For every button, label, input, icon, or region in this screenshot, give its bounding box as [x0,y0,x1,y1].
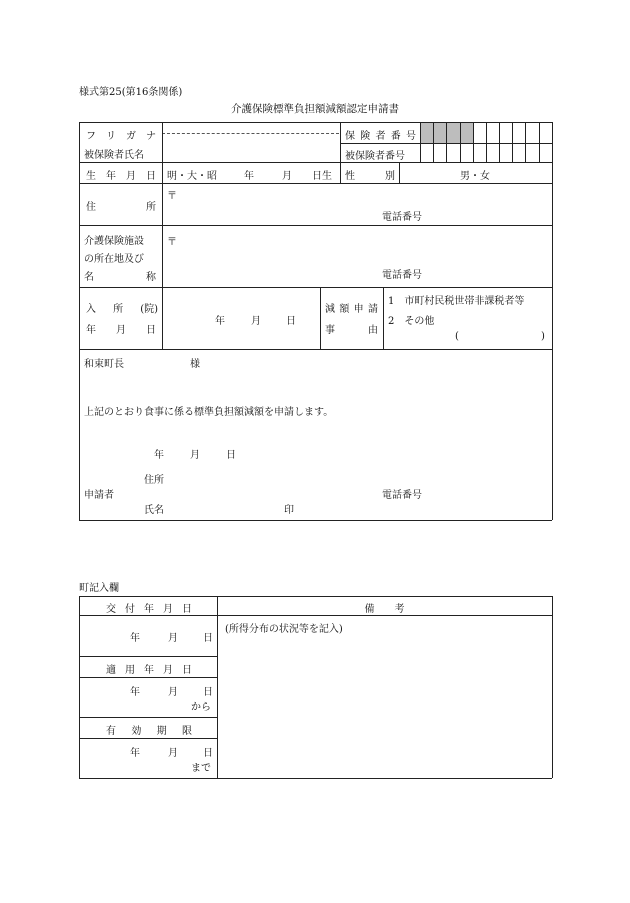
reduction-reason-label-2: 事 由 [325,325,378,336]
admission-date-field[interactable] [164,289,318,347]
furigana-label: フ リ ガ ナ [86,131,156,142]
insurer-number-label: 保 険 者 番 号 [345,131,416,142]
insured-name-field[interactable] [165,138,337,160]
applicant-name-label: 氏名 [144,505,164,516]
address-phone-label: 電話番号 [382,212,422,223]
application-statement: 上記のとおり食事に係る標準負担額減額を申請します。 [84,407,334,418]
sex-options: 男・女 [460,171,490,182]
reason-option-1[interactable]: 1 市町村民税世帯非課税者等 [388,296,525,307]
issue-date-label: 交 付 年 月 日 [106,604,192,615]
facility-phone-label: 電話番号 [382,270,422,281]
facility-postal-mark: 〒 [167,237,177,248]
facility-label-line1: 介護保険施設 [84,236,144,247]
birth-date-label: 生 年 月 日 [86,171,156,182]
applicant-phone-label: 電話番号 [382,490,422,501]
admission-date-label: 年 月 日 [86,325,156,336]
office-use-label: 町記入欄 [79,583,119,594]
applicant-address-label: 住所 [144,475,164,486]
insured-number-label: 被保険者番号 [345,151,405,162]
insured-number-boxes[interactable] [421,144,551,161]
apply-date-label: 適 用 年 月 日 [106,665,192,676]
reduction-reason-label: 減 額 申 請 [325,304,378,315]
reason-option-2[interactable]: 2 その他 [388,316,435,327]
applicant-label: 申請者 [84,490,114,501]
honorific: 様 [190,359,200,370]
sex-label: 性 別 [345,171,395,182]
address-label: 住 所 [86,202,156,213]
applicant-name-field[interactable] [175,498,275,514]
addressee: 和束町長 [84,359,124,370]
form-title: 介護保険標準負担額減額認定申請書 [231,103,399,115]
facility-label-line2: の所在地及び [84,254,144,265]
birth-era-options: 明・大・昭 [167,171,217,182]
applicant-address-field[interactable] [175,468,375,484]
remarks-note: (所得分布の状況等を記入) [225,624,343,635]
remarks-field[interactable] [219,636,550,776]
form-number: 様式第25(第16条関係) [79,87,183,98]
postal-mark: 〒 [167,191,177,202]
valid-period-label: 有 効 期 限 [106,726,192,737]
insured-name-label: 被保険者氏名 [84,150,144,161]
facility-field[interactable] [180,228,550,285]
facility-label-line3: 名 称 [84,272,156,283]
seal-mark: 印 [284,505,294,516]
address-field[interactable] [180,186,550,223]
remarks-label: 備 考 [364,604,405,615]
admission-label: 入 所 (院) [86,304,158,315]
